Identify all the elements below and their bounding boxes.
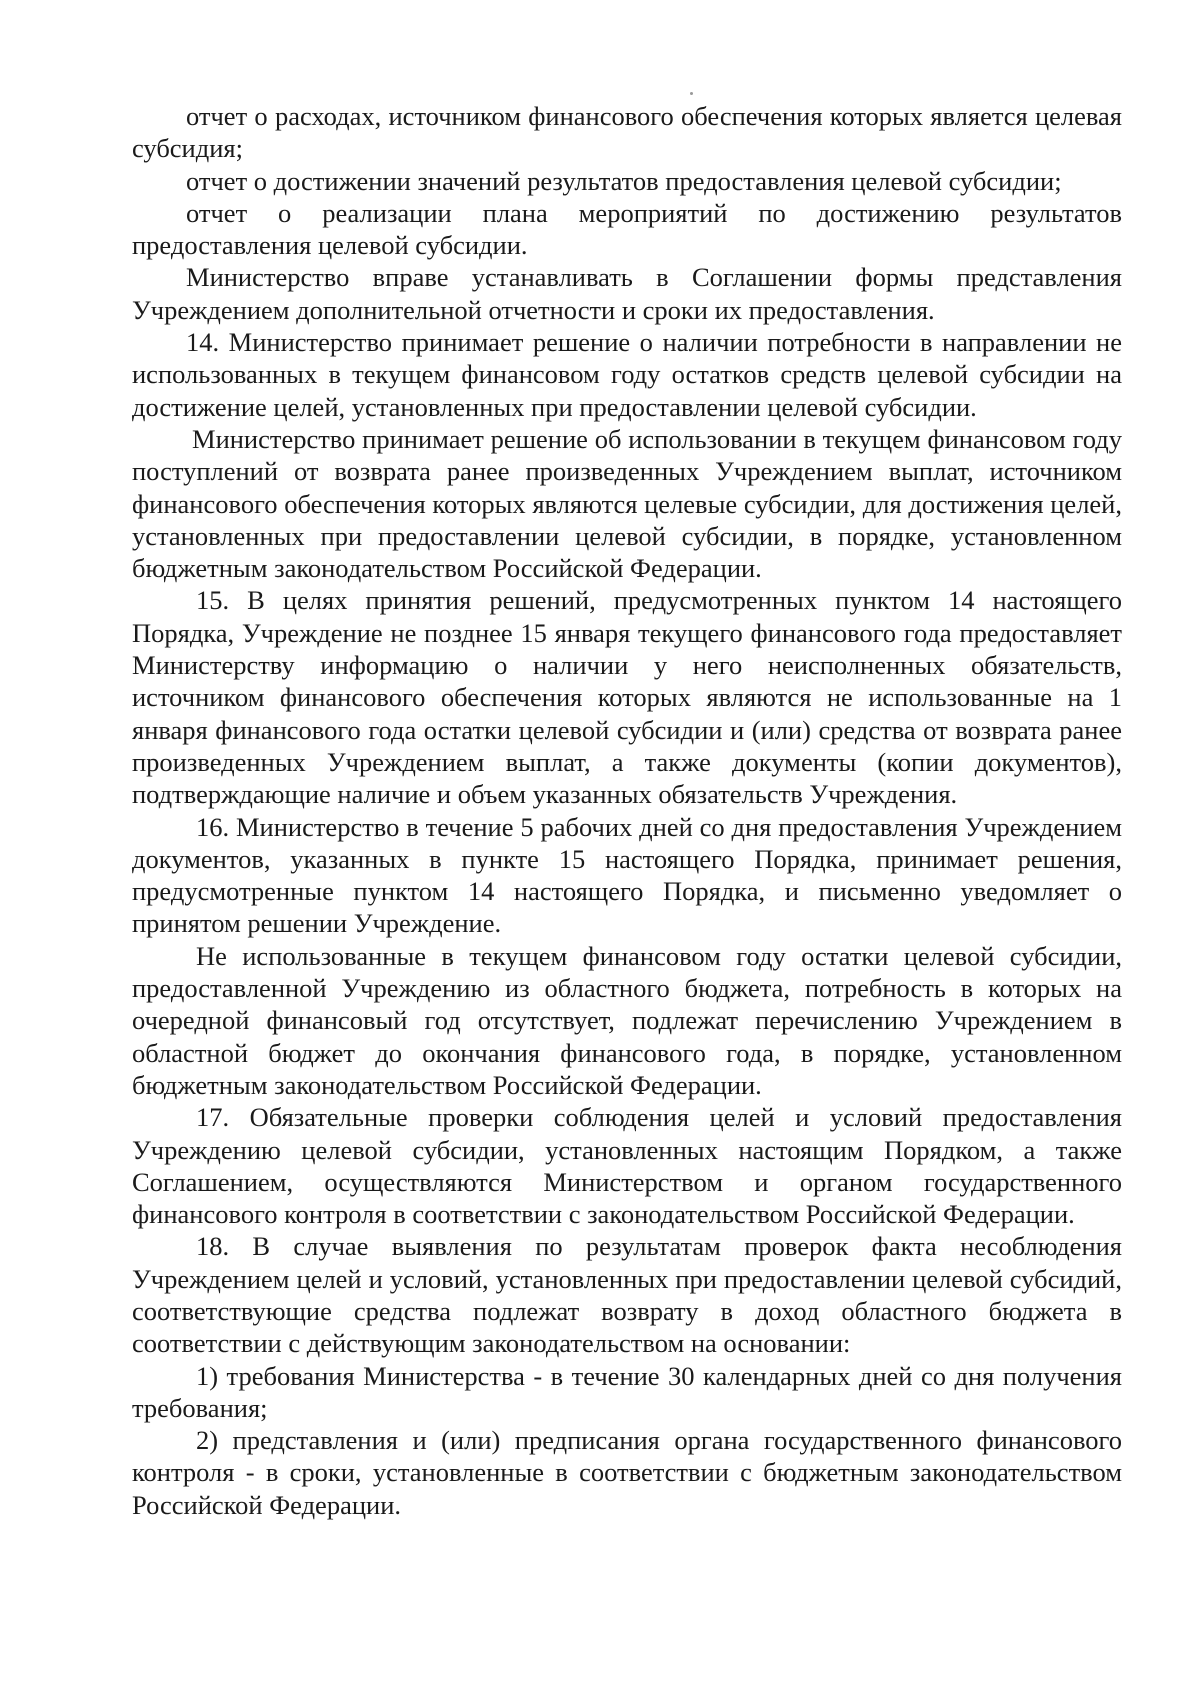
paragraph-clause-14: 14. Министерство принимает решение о наличии потребности в направлении не использованных в текущем финансовом году остатков средств целевой субсидии на достижение целей, установленных при предоставлении целевой субсидии.: [132, 327, 1122, 422]
paragraph-results-report: отчет о достижении значений результатов предоставления целевой субсидии;: [186, 165, 1062, 196]
paragraph-clause-14-usage: Министерство принимает решение об использовании в текущем финансовом году поступлений от возврата ранее произведенных Учреждением выплат, источником финансового обеспечения которых являются целевые субсидии, для достижения целей, установленных при предоставлении целевой субсидии, в порядке, установленном бюджетным законодательством Российской Федерации.: [132, 423, 1122, 584]
paragraph-unused-balances: Не использованные в текущем финансовом году остатки целевой субсидии, предоставленной Учреждению из областного бюджета, потребность в которых на очередной финансовый год отсутствует, подлежат перечислению Учреждением в областной бюджет до окончания финансового года, в порядке, установленном бюджетным законодательством Российской Федерации.: [132, 940, 1122, 1100]
paragraph-clause-15: 15. В целях принятия решений, предусмотренных пунктом 14 настоящего Порядка, Учреждение не позднее 15 января текущего финансового года предоставляет Министерству информацию о наличии у него неисполненных обязательств, источником финансового обеспечения которых являются не использованные на 1 января финансового года остатки целевой субсидии и (или) средства от возврата ранее произведенных Учреждением выплат, а также документы (копии документов), подтверждающие наличие и объем указанных обязательств Учреждения.: [132, 585, 1122, 810]
scan-speck: [690, 92, 693, 95]
paragraph-additional-reporting: Министерство вправе устанавливать в Соглашении формы представления Учреждением дополнительной отчетности и сроки их предоставления.: [132, 262, 1122, 325]
paragraph-plan-report: отчет о реализации плана мероприятий по достижению результатов предоставления целевой субсидии.: [132, 197, 1122, 261]
paragraph-expense-report: отчет о расходах, источником финансового обеспечения которых является целевая субсидия;: [132, 101, 1122, 164]
list-item-control-order: 2) представления и (или) предписания органа государственного финансового контроля - в сроки, установленные в соответствии с бюджетным законодательством Российской Федерации.: [132, 1425, 1122, 1520]
paragraph-clause-18: 18. В случае выявления по результатам проверок факта несоблюдения Учреждением целей и условий, установленных при предоставлении целевой субсидий, соответствующие средства подлежат возврату в доход областного бюджета в соответствии с действующим законодательством на основании:: [132, 1231, 1122, 1359]
paragraph-clause-16: 16. Министерство в течение 5 рабочих дней со дня предоставления Учреждением документов, указанных в пункте 15 настоящего Порядка, принимает решения, предусмотренные пунктом 14 настоящего Порядка, и письменно уведомляет о принятом решении Учреждение.: [132, 811, 1122, 939]
paragraph-clause-17: 17. Обязательные проверки соблюдения целей и условий предоставления Учреждению целевой субсидии, установленных настоящим Порядком, а также Соглашением, осуществляются Министерством и органом государственного финансового контроля в соответствии с законодательством Российской Федерации.: [132, 1102, 1122, 1230]
list-item-ministry-requirement: 1) требования Министерства - в течение 30 календарных дней со дня получения требования;: [132, 1360, 1122, 1423]
document-body: [132, 100, 1122, 1521]
